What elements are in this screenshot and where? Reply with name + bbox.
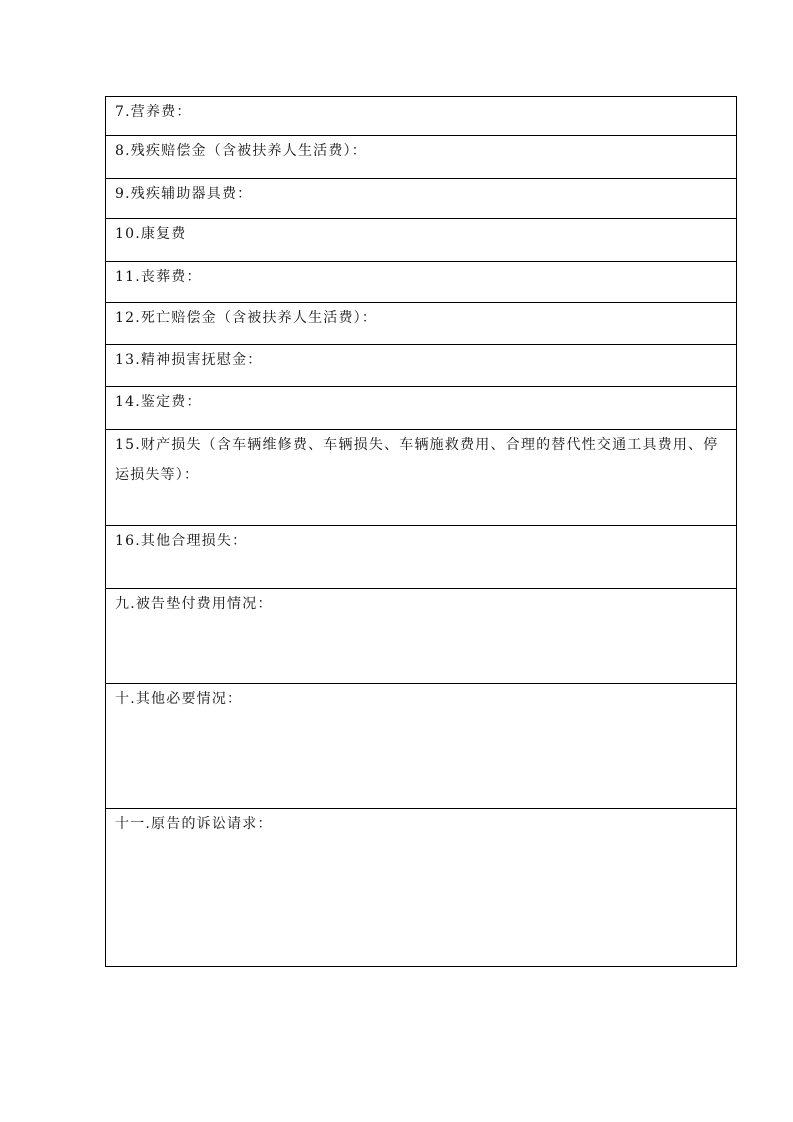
- row-death-compensation: [106, 302, 736, 344]
- row-label: 8.残疾赔偿金（含被扶养人生活费）：: [115, 143, 367, 159]
- row-disability-compensation: [106, 135, 736, 178]
- claim-form-table: [105, 96, 737, 967]
- row-disability-aid-fee: [106, 178, 736, 218]
- row-label: 10.康复费: [115, 226, 187, 242]
- row-defendant-advance-payment: [106, 588, 736, 683]
- row-label: 11.丧葬费：: [115, 269, 202, 285]
- row-nutrition-fee: [106, 97, 736, 135]
- row-label: 十.其他必要情况：: [115, 691, 243, 707]
- row-label: 九.被告垫付费用情况：: [115, 596, 273, 612]
- row-mental-damage-compensation: [106, 344, 736, 386]
- row-label: 十一.原告的诉讼请求：: [115, 816, 273, 832]
- row-other-necessary-info: [106, 683, 736, 808]
- row-label: 12.死亡赔偿金（含被扶养人生活费）：: [115, 310, 378, 326]
- row-rehabilitation-fee: [106, 218, 736, 261]
- row-label: 15.财产损失（含车辆维修费、车辆损失、车辆施救费用、合理的替代性交通工具费用、停运损失等）：: [115, 437, 719, 483]
- row-label: 16.其他合理损失：: [115, 533, 248, 549]
- row-other-losses: [106, 525, 736, 588]
- row-label: 14.鉴定费：: [115, 394, 202, 410]
- row-label: 13.精神损害抚慰金：: [115, 352, 263, 368]
- row-label: 7.营养费：: [115, 104, 192, 120]
- row-appraisal-fee: [106, 386, 736, 429]
- row-label: 9.残疾辅助器具费：: [115, 186, 253, 202]
- row-plaintiff-claims: [106, 808, 736, 966]
- row-property-loss: [106, 429, 736, 525]
- row-funeral-fee: [106, 261, 736, 302]
